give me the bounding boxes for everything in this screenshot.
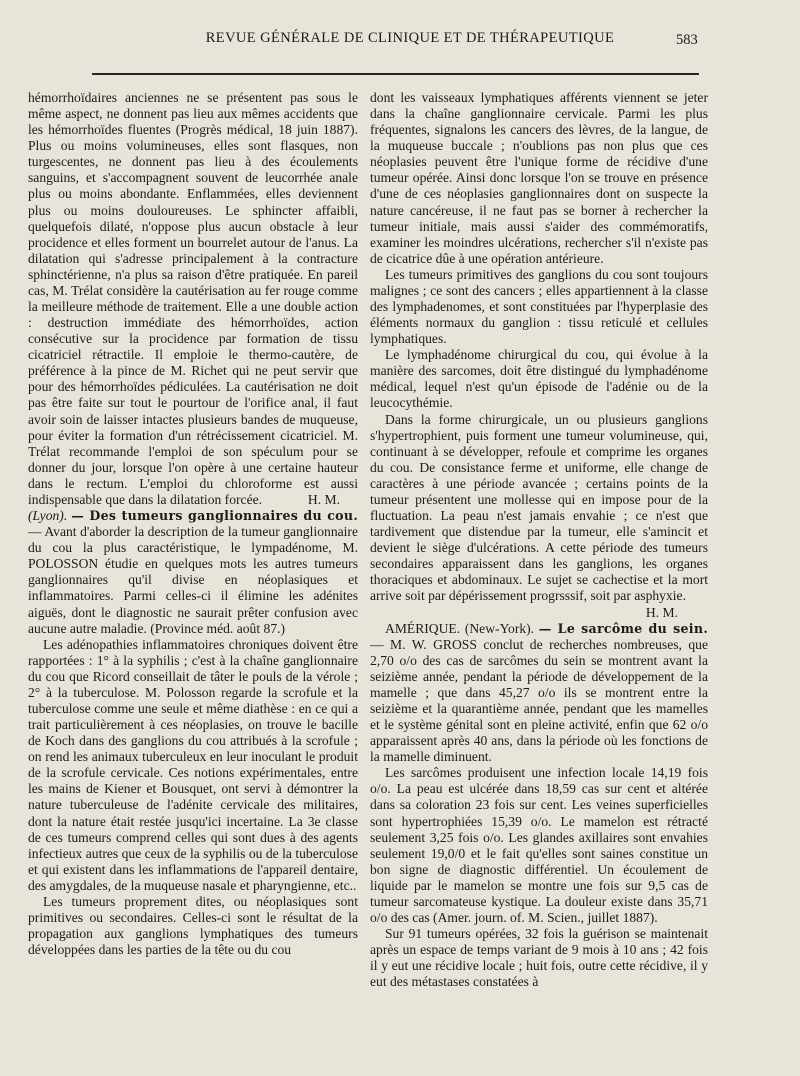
paragraph: Le lymphadénome chirurgical du cou, qui évolue à la manière des sarcomes, doit être distingué du lymphadénome médical, lequel n'est qu'un épisode de l'adénie ou de la leucocythémie.	[370, 347, 708, 411]
paragraph: Les adénopathies inflammatoires chroniques doivent être rapportées : 1° à la syphilis ; c'est à la chaîne ganglionnaire du cou que Ricord conseillait de tâter le pouls de la vérole ; 2° à la tuberculose. M. Polosson regarde la scrofule et la tuberculose comme une seule et même diathèse : en ce qui a trait particulièrement à ces néoplasies, on trouve le bacille de Koch dans des ganglions du cou attribués à la scrofule ; on rend les animaux tuberculeux en leur inoculant le produit de la scrofule cervicale. Ces notions expérimentales, entre les mains de Kiener et Bousquet, ont servi à démontrer la nature tuberculeuse de l'adénite cervicale des militaires, dont la nature était restée jusqu'ici incertaine. La 3e classe de ces tumeurs comprend celles qui sont dues à des agents infectieux autres que ceux de la syphilis ou de la tuberculose et qui existent dans les inflammations de l'appareil dentaire, des amygdales, de la muqueuse nasale et pharyngienne, etc..	[28, 636, 358, 893]
article-entry	[28, 508, 358, 637]
paragraph-text: hémorrhoïdaires anciennes ne se présentent pas sous le même aspect, ne donnent pas lieu aux mêmes accidents que les hémorrhoïdes fluentes (Progrès médical, 18 juin 1887). Plus ou moins volumineuses, elles sont flasques, non turgescentes, ne donnent pas lieu à des écoulements sanguins, et s'accompagnent souvent de leucorrhée anale plus ou moins abondante. Enflammées, elles deviennent plus ou moins douloureuses. Le sphincter affaibli, quelquefois dilaté, n'oppose plus aucun obstacle à leur procidence et elles forment un bourrelet autour de l'anus. La dilatation qui s'adresse principalement à la contracture sphinctérienne, n'a plus sa raison d'être pratiquée. En pareil cas, M. Trélat considère la cautérisation au fer rouge comme la meilleure méthode de traitement. Elle a une double action : destruction immédiate des hémorrhoïdes, action consécutive sur la procidence par formation de tissu cicatriciel rétractile. Il emploie le thermo-cautère, de préférence à la pince de M. Richet qui ne peut servir que pour des hémorrhoïdes pédiculées. La cautérisation ne doit pas être faite sur tout le pourtour de l'orifice anal, il faut avoir soin de laisser intactes plusieurs bandes de muqueuse, pour éviter la formation d'un rétrécissement cicatriciel. M. Trélat recommande l'emploi de son spéculum pour se donner du jour, lorsque l'on opère à une certaine hauteur dans le rectum. L'emploi du chloroforme est aussi indispensable que dans la dilatation forcée.	[28, 90, 358, 507]
running-title: REVUE GÉNÉRALE DE CLINIQUE ET DE THÉRAPEUTIQUE	[205, 30, 615, 46]
signature: H. M.	[645, 604, 678, 620]
paragraph	[28, 90, 358, 508]
paragraph: dont les vaisseaux lymphatiques afférents viennent se jeter dans la chaîne ganglionnaire cervicale. Parmi les plus fréquentes, signalons les cancers des lèvres, de la langue, de la muqueuse buccale ; n'oublions pas non plus que ces néoplasies peuvent être l'unique forme de récidive d'une tumeur opérée. Ainsi donc lorsque l'on se trouve en présence d'une de ces néoplasies ganglionnaires dont on suspecte la nature cancéreuse, il ne faut pas se borner à rechercher la tumeur initiale, mais aussi s'aider des commémoratifs, examiner les moindres ulcérations, rechercher s'il n'existe pas de cicatrice dûe à une opération antérieure.	[370, 90, 708, 266]
left-column	[28, 90, 358, 958]
place-label: (Lyon).	[28, 508, 68, 524]
header-rule	[92, 73, 699, 75]
paragraph: Les tumeurs proprement dites, ou néoplasiques sont primitives ou secondaires. Celles-ci sont le résultat de la propagation aux ganglions lymphatiques des tumeurs développées dans les parties de la tête ou du cou	[28, 893, 358, 958]
paragraph	[370, 411, 708, 620]
signature: H. M.	[307, 491, 340, 507]
paragraph-text: — M. W. GROSS conclut de recherches nombreuses, que 2,70 o/o des cas de sarcômes du sein se montrent avant la seizième année, pendant la période de développement de la mamelle ; que dans 45,27 o/o ils se montrent entre la seizième et la quarantième année, pendant que les mamelles et le système génital sont en pleine activité, enfin que 62 o/o apparaissent après 40 ans, dans la période où les fonctions de la mamelle diminuent.	[370, 636, 708, 765]
paragraph-text: — Avant d'aborder la description de la tumeur ganglionnaire du cou la plus caractéristique, le lympadénome, M. POLOSSON étudie en quelques mots les autres tumeurs ganglionnaires qu'il divise en néoplasiques et inflammatoires. Parmi celles-ci il élimine les adénites aiguës, dont le diagnostic ne saurait prêter confusion avec aucune autre maladie. (Province méd. août 87.)	[28, 524, 358, 636]
article-heading: — Le sarcôme du sein.	[538, 620, 709, 636]
paragraph: Sur 91 tumeurs opérées, 32 fois la guérison se maintenait après un espace de temps variant de 9 mois à 10 ans ; 42 fois il y eut une récidive locale ; huit fois, outre cette récidive, il y eut des métastases constatées à	[370, 926, 708, 990]
paragraph: Les sarcômes produisent une infection locale 14,19 fois o/o. La peau est ulcérée dans 18,59 cas sur cent et altérée dans sa coloration 23 fois sur cent. Les veines superficielles sont hypertrophiées 15,39 o/o. Le mamelon est rétracté seulement 3,25 fois o/o. Les glandes axillaires sont envahies seulement 19,0/0 et le fait qu'elles sont saines constitue un bon signe de diagnostic différentiel. Un écoulement de liquide par le mamelon se montre une fois sur 9,5 cas de tumeur sarcomateuse kystique. La douleur existe dans 35,71 o/o des cas (Amer. journ. of. M. Scien., juillet 1887).	[370, 765, 708, 925]
paragraph: Les tumeurs primitives des ganglions du cou sont toujours malignes ; ce sont des cancers ; elles appartiennent à la classe des lymphadenomes, et sont constituées par l'hyperplasie des éléments normaux du ganglion : tissu reticulé et cellules lymphatiques.	[370, 266, 708, 347]
right-column	[370, 90, 708, 990]
paragraph-text: Dans la forme chirurgicale, un ou plusieurs ganglions s'hypertrophient, puis forment une tumeur volumineuse, qui, continuant à se développer, refoule et comprime les organes du cou. De consistance ferme et uniforme, elle change de caractères à une période avancée ; certains points de la tumeur présentent une mollesse qui en impose pour de la fluctuation. La peau n'est jamais envahie ; ce n'est que tardivement que distendue par la tumeur, elle s'amincit et devient le siège d'ulcérations. A cette période des tumeurs secondaires apparaissent dans les ganglions, les organes thoraciques et abdominaux. Le sujet se cachectise et la mort arrive soit par dépérissement progrsssif, soit par asphyxie.	[370, 411, 708, 604]
article-heading: — Des tumeurs ganglionnaires du cou.	[71, 508, 358, 524]
page-number: 583	[676, 32, 698, 48]
article-entry	[370, 621, 708, 766]
place-label: AMÉRIQUE. (New-York).	[385, 620, 535, 636]
